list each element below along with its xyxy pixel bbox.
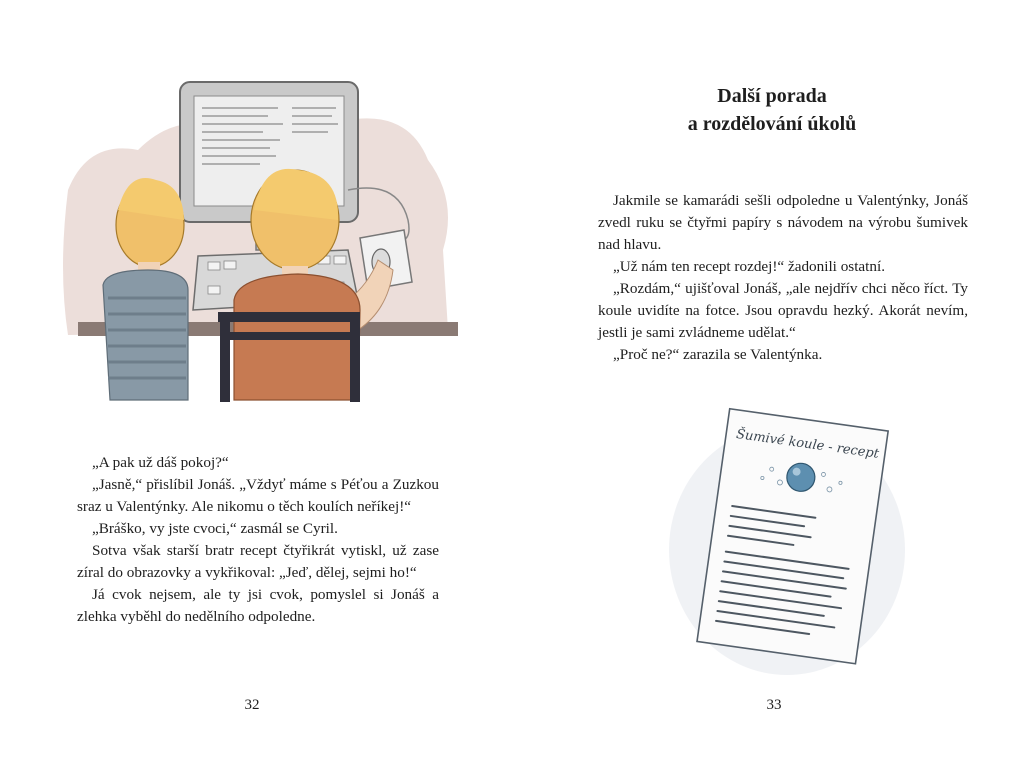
page-number-left: 32 <box>244 697 260 713</box>
chapter-title-line-2: a rozdělování úkolů <box>687 113 857 135</box>
paragraph: „Proč ne?“ zarazila se Valentýnka. <box>613 346 823 363</box>
paragraph: Sotva však starší bratr recept čtyřikrát vytiskl, už zase zíral do obrazovky a vykřikoval: „Jeď, dělej, sejmi ho!“ <box>77 542 439 581</box>
paragraph: „Už nám ten recept rozdej!“ žadonili ostatní. <box>613 258 885 275</box>
paragraph: „Jasně,“ přislíbil Jonáš. „Vždyť máme s Péťou a Zuzkou sraz u Valentýnky. Ale nikomu o těch koulích neříkej!“ <box>77 476 439 515</box>
right-page-text <box>598 190 968 366</box>
paragraph: „Rozdám,“ ujišťoval Jonáš, „ale nejdřív chci něco říct. Ty koule uvidíte na fotce. Jsou opravdu hezký. Akorát nevím, jestli je sami zvládneme udělat.“ <box>598 280 968 341</box>
paragraph: Jakmile se kamarádi sešli odpoledne u Valentýnky, Jonáš zvedl ruku se čtyřmi papíry s návodem na výrobu šumivek nad hlavu. <box>598 192 968 253</box>
chapter-title-line-1: Další porada <box>717 85 827 107</box>
paragraph: „A pak už dáš pokoj?“ <box>92 454 229 471</box>
left-page-text <box>77 452 439 628</box>
page-number-right: 33 <box>766 697 782 713</box>
recipe-handwriting: Šumivé koule - recept <box>735 426 880 462</box>
paragraph: Já cvok nejsem, ale ty jsi cvok, pomyslel si Jonáš a zlehka vyběhl do nedělního odpoledne. <box>77 586 439 625</box>
boys-at-computer-illustration <box>48 70 468 405</box>
recipe-sheet-illustration <box>662 400 912 675</box>
right-page <box>512 0 1024 768</box>
chapter-title <box>592 82 952 138</box>
paragraph: „Bráško, vy jste cvoci,“ zasmál se Cyril. <box>92 520 338 537</box>
